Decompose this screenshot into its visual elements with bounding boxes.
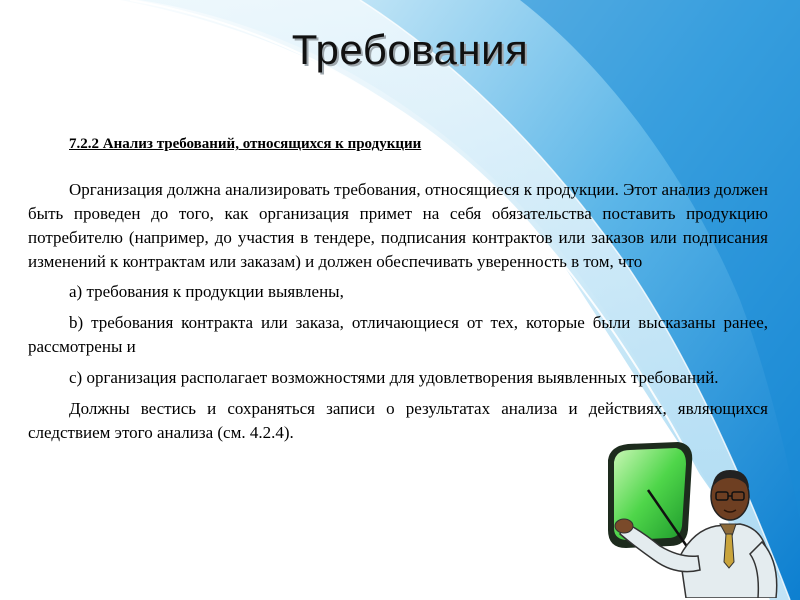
paragraph-records: Должны вестись и сохраняться записи о результатах анализа и действиях, являющихся следствием этого анализа (см. 4.2.4).	[28, 399, 768, 442]
slide-title: Требования	[291, 26, 529, 73]
slide-body	[28, 128, 768, 452]
list-item-c: с) организация располагает возможностями для удовлетворения выявленных требований.	[69, 368, 719, 387]
list-item-b: b) требования контракта или заказа, отличающиеся от тех, которые были высказаны ранее, рассмотрены и	[28, 313, 768, 356]
paragraph-intro: Организация должна анализировать требования, относящиеся к продукции. Этот анализ должен быть проведен до того, как организация примет на себя обязательства поставить продукцию потребителю (например, до участия в тендере, подписания контрактов или заказов или подписания изменений к контрактам или заказам) и должен обеспечивать уверенность в том, что	[28, 180, 768, 271]
teacher-pointing-at-board-icon	[590, 438, 795, 598]
list-item-a: а) требования к продукции выявлены,	[69, 282, 344, 301]
section-heading: 7.2.2 Анализ требований, относящихся к продукции	[69, 136, 422, 152]
